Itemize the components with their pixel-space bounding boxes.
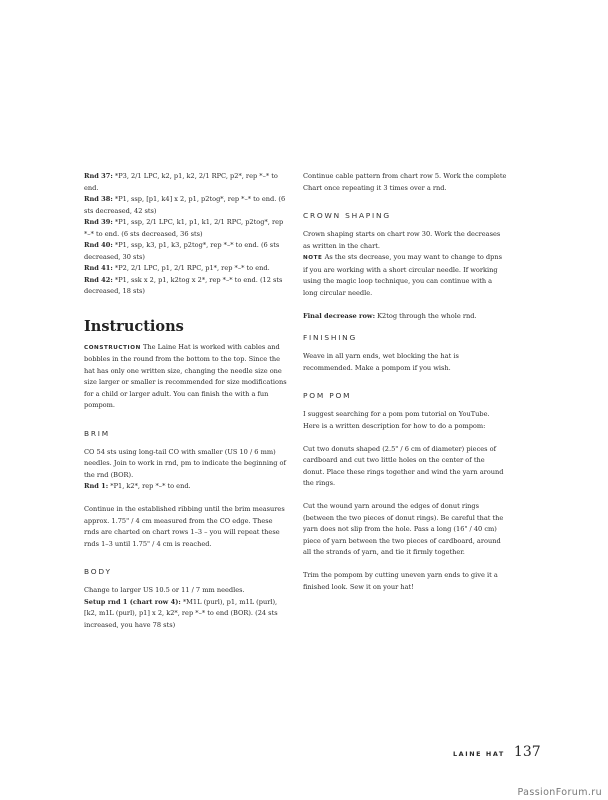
pom-pom-heading: POM POM [303,391,352,400]
body-continue-paragraph: Continue cable pattern from chart row 5. Work the complete Chart once repeating it 3 times over a rnd. [303,172,507,192]
crown-shaping-heading: CROWN SHAPING [303,211,391,220]
body-heading: BODY [84,567,112,576]
brim-rnd1: Rnd 1: *P1, k2*, rep *–* to end. [84,482,191,490]
crown-shaping-paragraph: Crown shaping starts on chart row 30. Work the decreases as written in the chart. [303,230,501,250]
body-needle-change: Change to larger US 10.5 or 11 / 7 mm needles. [84,586,245,594]
round-instruction: Rnd 42: *P1, ssk x 2, p1, k2tog x 2*, rep *–* to end. (12 sts decreased, 18 sts) [84,275,283,295]
pom-pom-step-3: Trim the pompom by cutting uneven yarn ends to give it a finished look. Sew it on your hat! [303,571,498,591]
construction-paragraph: CONSTRUCTION The Laine Hat is worked with cables and bobbles in the round from the bottom to the top. Since the hat has only one written size, changing the needle size one size larger or smaller is recommended for size modifications for a child or larger adult. You can finish the with a fun pompom. [84,342,287,409]
pom-pom-step-2: Cut the wound yarn around the edges of donut rings (between the two pieces of donut rings). Be careful that the yarn does not slip from the hole. Pass a long (16" / 40 cm) piece of yarn between the two pieces of cardboard, around all the strands of yarn, and tie it firmly together. [303,502,504,556]
finishing-heading: FINISHING [303,333,358,342]
right-column [303,171,508,593]
brim-cast-on: CO 54 sts using long-tail CO with smaller (US 10 / 6 mm) needles. Join to work in rnd, pm to indicate the beginning of the rnd (BOR). [84,447,286,479]
brim-heading: BRIM [84,428,110,438]
body-setup-round: Setup rnd 1 (chart row 4): *M1L (purl), p1, m1L (purl), [k2, m1L (purl), p1] x 2, k2*, rep *–* to end (BOR). (24 sts increased, you have 78 sts) [84,597,278,629]
final-decrease-row: Final decrease row: K2tog through the whole rnd. [303,311,477,320]
brim-ribbing: Continue in the established ribbing until the brim measures approx. 1.75" / 4 cm measured from the CO edge. These rnds are charted on chart rows 1–3 – you will repeat these rnds 1–3 until 1.75" / 4 cm is reached. [84,505,285,548]
round-instruction: Rnd 37: *P3, 2/1 LPC, k2, p1, k2, 2/1 RPC, p2*, rep *–* to end. [84,172,278,192]
page-number: 137 [513,744,541,760]
site-watermark: PassionForum.ru [517,787,602,798]
left-column [84,171,289,631]
running-title: LAINE HAT [453,750,505,758]
instructions-heading: Instructions [84,317,184,335]
pom-pom-step-1: Cut two donuts shaped (2.5" / 6 cm of diameter) pieces of cardboard and cut two little holes on the center of the donut. Place these rings together and wind the yarn around the rings. [303,444,504,487]
crown-note: NOTE As the sts decrease, you may want to change to dpns if you are working with a short circular needle. If working using the magic loop technique, you can continue with a long circular needle. [303,253,502,297]
page-footer [453,744,541,760]
round-instruction: Rnd 38: *P1, ssp, [p1, k4] x 2, p1, p2tog*, rep *–* to end. (6 sts decreased, 42 sts) [84,195,286,215]
finishing-paragraph: Weave in all yarn ends, wet blocking the hat is recommended. Make a pompom if you wish. [303,352,459,372]
round-instruction: Rnd 40: *P1, ssp, k3, p1, k3, p2tog*, rep *–* to end. (6 sts decreased, 30 sts) [84,241,280,261]
round-instruction: Rnd 39: *P1, ssp, 2/1 LPC, k1, p1, k1, 2/1 RPC, p2tog*, rep *–* to end. (6 sts decreased, 36 sts) [84,218,284,238]
chart-rounds-list [84,171,289,298]
pom-pom-intro: I suggest searching for a pom pom tutorial on YouTube. Here is a written description for how to do a pompom: [303,410,490,430]
round-instruction: Rnd 41: *P2, 2/1 LPC, p1, 2/1 RPC, p1*, rep *–* to end. [84,264,270,272]
